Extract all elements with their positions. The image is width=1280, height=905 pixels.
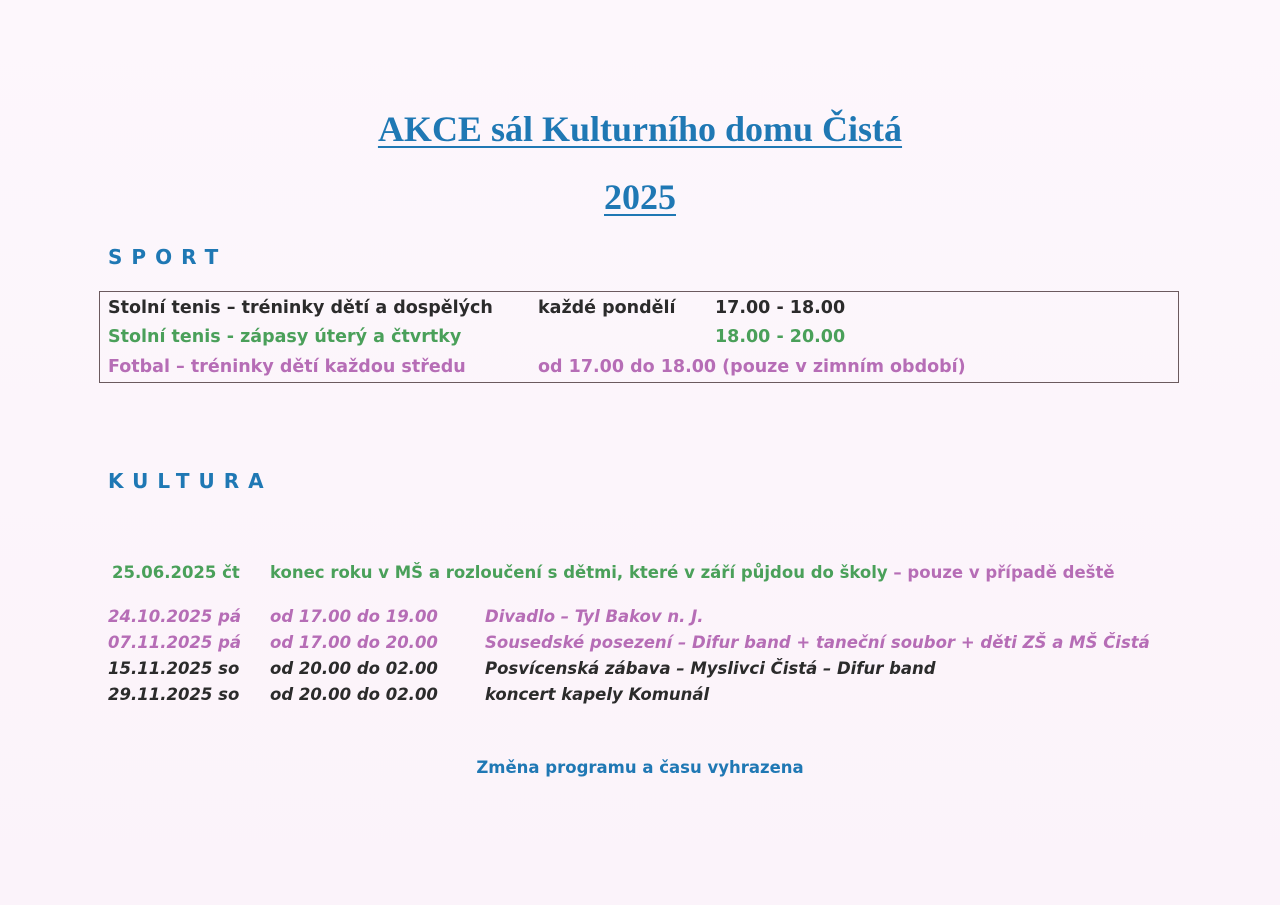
event-time: od 20.00 do 02.00 [270,659,438,678]
event-description: Posvícenská zábava – Myslivci Čistá – Difur band [485,659,936,678]
sport-heading: SPORT [108,245,228,269]
event-date: 07.11.2025 pá [108,633,242,652]
event-time: od 20.00 do 02.00 [270,685,438,704]
event-description: Divadlo – Tyl Bakov n. J. [485,607,704,626]
event-description: Sousedské posezení – Difur band + taneční soubor + děti ZŠ a MŠ Čistá [485,633,1150,652]
featured-event-note: – pouze v případě deště [887,563,1115,582]
sport-time: 18.00 - 20.00 [715,327,846,347]
program-change-note: Změna programu a času vyhrazena [476,758,804,777]
sport-activity: Stolní tenis - zápasy úterý a čtvrtky [108,327,462,347]
event-date: 15.11.2025 so [108,659,240,678]
document-title: AKCE sál Kulturního domu Čistá [377,109,903,149]
kultura-heading: KULTURA [108,469,273,493]
event-time: od 17.00 do 20.00 [270,633,438,652]
sport-day: každé pondělí [538,298,676,318]
sport-activity: Fotbal – tréninky dětí každou středu [108,357,466,377]
featured-event-text [270,563,1115,582]
sport-activity: Stolní tenis – tréninky dětí a dospělých [108,298,493,318]
sport-time: 17.00 - 18.00 [715,298,846,318]
event-description: koncert kapely Komunál [485,685,710,704]
document-year: 2025 [604,177,676,217]
sport-day: od 17.00 do 18.00 (pouze v zimním období) [538,357,966,377]
event-date: 29.11.2025 so [108,685,240,704]
event-time: od 17.00 do 19.00 [270,607,438,626]
event-date: 24.10.2025 pá [108,607,242,626]
featured-event-date: 25.06.2025 čt [112,563,240,582]
featured-event-description: konec roku v MŠ a rozloučení s dětmi, které v září půjdou do školy [270,563,888,582]
